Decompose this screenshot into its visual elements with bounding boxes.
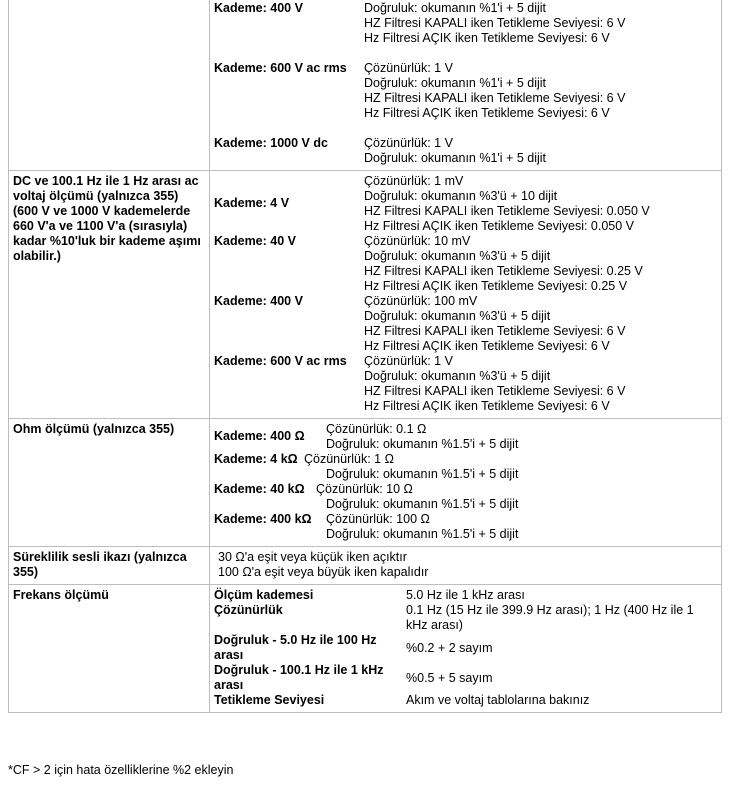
- item-value: Akım ve voltaj tablolarına bakınız: [406, 693, 590, 707]
- item-value: %0.5 + 5 sayım: [406, 670, 493, 685]
- row-label: DC ve 100.1 Hz ile 1 Hz arası ac voltaj ölçümü (yalnızca 355) (600 V ve 1000 V kademelerde 660 V'a ve 1100 V'a (sırasıyla) kadar %10'luk bir kademe aşımı olabilir.): [9, 171, 210, 419]
- item-label: Doğruluk - 100.1 Hz ile 1 kHz arası: [214, 663, 384, 692]
- value-line: Çözünürlük: 10 Ω: [316, 482, 413, 496]
- value-line: HZ Filtresi KAPALI iken Tetikleme Seviyesi: 0.050 V: [364, 204, 650, 218]
- range-label: [214, 174, 364, 189]
- item-value: 5.0 Hz ile 1 kHz arası: [406, 588, 525, 602]
- range-block: [214, 294, 717, 354]
- range-block: [214, 234, 717, 294]
- range-block: [214, 189, 717, 234]
- range-label: Kademe: 400 kΩ: [214, 512, 312, 526]
- value-line: Hz Filtresi AÇIK iken Tetikleme Seviyesi: 0.25 V: [364, 279, 628, 293]
- range-block: [214, 482, 717, 512]
- table-row: [9, 547, 722, 585]
- table-row: [9, 171, 722, 419]
- range-label: Kademe: 600 V ac rms: [214, 61, 347, 75]
- value-line: Doğruluk: okumanın %1.5'i + 5 dijit: [326, 437, 519, 451]
- value-line: Hz Filtresi AÇIK iken Tetikleme Seviyesi: 0.050 V: [364, 219, 635, 233]
- range-block: [214, 46, 717, 121]
- value-line: Çözünürlük: 1 Ω: [304, 452, 394, 466]
- range-block: [214, 121, 717, 166]
- range-block: [214, 354, 717, 414]
- table-row: [9, 0, 722, 171]
- range-block: [214, 452, 717, 482]
- range-label: Kademe: 400 Ω: [214, 429, 305, 443]
- value-line: Doğruluk: okumanın %3'ü + 5 dijit: [364, 309, 551, 323]
- specifications-table: [8, 0, 722, 713]
- range-label: Kademe: 4 kΩ: [214, 452, 298, 466]
- range-block: [214, 422, 717, 452]
- item-label: Çözünürlük: [214, 603, 283, 617]
- value-line: Hz Filtresi AÇIK iken Tetikleme Seviyesi: 6 V: [364, 399, 610, 413]
- row-label: [9, 0, 210, 171]
- value-line: HZ Filtresi KAPALI iken Tetikleme Seviyesi: 6 V: [364, 91, 626, 105]
- value-line: Çözünürlük: 1 V: [364, 61, 453, 75]
- value-line: Doğruluk: okumanın %1'i + 5 dijit: [364, 76, 546, 90]
- value-line: Çözünürlük: 10 mV: [364, 234, 471, 248]
- range-values: [304, 452, 717, 482]
- range-values: [364, 46, 717, 121]
- range-values: [316, 482, 717, 512]
- row-content: [210, 419, 722, 547]
- value-line: Doğruluk: okumanın %3'ü + 5 dijit: [364, 249, 551, 263]
- range-values: [364, 234, 717, 294]
- range-values: [326, 422, 717, 452]
- row-content: [210, 585, 722, 713]
- value-line: Çözünürlük: 100 mV: [364, 294, 478, 308]
- row-label: Süreklilik sesli ikazı (yalnızca 355): [9, 547, 210, 585]
- range-label: Kademe: 4 V: [214, 196, 290, 210]
- item-label: Tetikleme Seviyesi: [214, 693, 325, 707]
- value-line: HZ Filtresi KAPALI iken Tetikleme Seviyesi: 6 V: [364, 384, 626, 398]
- value-line: HZ Filtresi KAPALI iken Tetikleme Seviyesi: 6 V: [364, 16, 626, 30]
- value-line: Doğruluk: okumanın %3'ü + 5 dijit: [364, 369, 551, 383]
- value-line: Çözünürlük: 1 V: [364, 354, 453, 368]
- range-values: [364, 189, 717, 234]
- range-block: [214, 512, 717, 542]
- value-line: Doğruluk: okumanın %3'ü + 10 dijit: [364, 189, 558, 203]
- item-label: Ölçüm kademesi: [214, 588, 314, 602]
- value-line: HZ Filtresi KAPALI iken Tetikleme Seviyesi: 6 V: [364, 324, 626, 338]
- range-label: Kademe: 40 V: [214, 234, 296, 248]
- frequency-grid: [214, 588, 717, 708]
- value-line: Çözünürlük: 100 Ω: [326, 512, 430, 526]
- value-line: Doğruluk: okumanın %1.5'i + 5 dijit: [326, 527, 519, 541]
- range-block: [214, 174, 717, 189]
- range-label: Kademe: 1000 V dc: [214, 136, 328, 150]
- range-values: [364, 174, 717, 189]
- row-label: Ohm ölçümü (yalnızca 355): [9, 419, 210, 547]
- footnote: *CF > 2 için hata özelliklerine %2 ekleyin: [8, 763, 234, 777]
- item-value: 0.1 Hz (15 Hz ile 399.9 Hz arası); 1 Hz (400 Hz ile 1 kHz arası): [406, 603, 694, 632]
- value-line: Hz Filtresi AÇIK iken Tetikleme Seviyesi: 6 V: [364, 106, 610, 120]
- value-line: HZ Filtresi KAPALI iken Tetikleme Seviyesi: 0.25 V: [364, 264, 643, 278]
- range-values: [326, 512, 717, 542]
- value-line: Hz Filtresi AÇIK iken Tetikleme Seviyesi: 6 V: [364, 31, 610, 45]
- item-value: %0.2 + 2 sayım: [406, 640, 493, 655]
- range-values: [364, 294, 717, 354]
- value-line: 100 Ω'a eşit veya büyük iken kapalıdır: [218, 565, 429, 579]
- range-values: [364, 0, 717, 46]
- range-block: [214, 0, 717, 46]
- value-line: Hz Filtresi AÇIK iken Tetikleme Seviyesi: 6 V: [364, 339, 610, 353]
- range-label: Kademe: 600 V ac rms: [214, 354, 347, 368]
- row-content: [210, 547, 722, 585]
- range-label: Kademe: 400 V: [214, 294, 303, 308]
- value-line: Çözünürlük: 1 mV: [364, 174, 464, 188]
- table-row: [9, 585, 722, 713]
- row-label: Frekans ölçümü: [9, 585, 210, 713]
- value-line: Doğruluk: okumanın %1.5'i + 5 dijit: [326, 497, 519, 511]
- range-values: [364, 121, 717, 166]
- item-label: Doğruluk - 5.0 Hz ile 100 Hz arası: [214, 633, 377, 662]
- value-line: Doğruluk: okumanın %1'i + 5 dijit: [364, 151, 546, 165]
- row-content: [210, 0, 722, 171]
- row-content: [210, 171, 722, 419]
- value-line: Çözünürlük: 1 V: [364, 136, 453, 150]
- value-line: Doğruluk: okumanın %1.5'i + 5 dijit: [326, 467, 519, 481]
- range-values: [364, 354, 717, 414]
- value-line: Doğruluk: okumanın %1'i + 5 dijit: [364, 1, 546, 15]
- range-label: Kademe: 40 kΩ: [214, 482, 305, 496]
- table-row: [9, 419, 722, 547]
- value-line: Çözünürlük: 0.1 Ω: [326, 422, 427, 436]
- value-line: 30 Ω'a eşit veya küçük iken açıktır: [218, 550, 407, 564]
- range-label: Kademe: 400 V: [214, 1, 303, 15]
